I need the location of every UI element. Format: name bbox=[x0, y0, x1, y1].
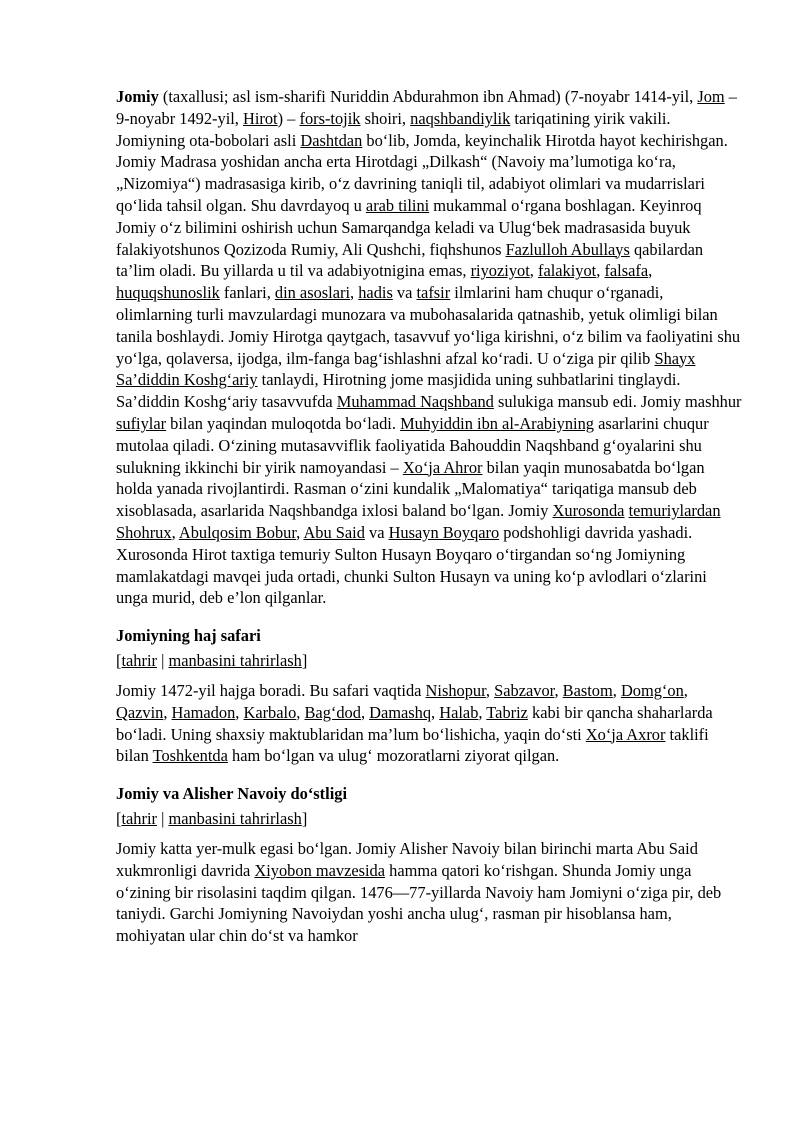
article-link[interactable]: Shayx Sa’diddin Koshg‘ariy bbox=[116, 348, 696, 390]
friendship-paragraph bbox=[116, 838, 742, 947]
text-run: – 9-noyabr 1492-yil, bbox=[116, 87, 737, 128]
intro-paragraph bbox=[116, 86, 742, 609]
article-link[interactable]: Dashtdan bbox=[300, 130, 363, 150]
article-link[interactable]: Sabzavor bbox=[494, 680, 555, 700]
article-link[interactable]: temuriylardan bbox=[628, 501, 721, 521]
article-link[interactable]: sufiylar bbox=[116, 413, 167, 433]
article-link[interactable]: riyoziyot bbox=[470, 261, 530, 281]
text-run: , bbox=[171, 522, 179, 542]
article-link[interactable]: falakiyot bbox=[537, 261, 597, 281]
article-link[interactable]: Abulqosim Bobur bbox=[178, 522, 297, 542]
section-heading-friendship: Jomiy va Alisher Navoiy do‘stligi bbox=[116, 784, 347, 804]
text-run: , bbox=[554, 680, 563, 700]
article-link[interactable]: Xo‘ja Ahror bbox=[402, 457, 483, 477]
text-run: , bbox=[485, 680, 495, 700]
text-run: fanlari, bbox=[219, 283, 275, 303]
edit-link[interactable]: tahrir bbox=[121, 651, 157, 671]
text-run: bilan yaqindan muloqotda bo‘ladi. bbox=[166, 413, 401, 433]
text-run: qabilardan ta’lim oladi. Bu yillarda u til va adabiyotnigina emas, bbox=[116, 239, 704, 281]
article bbox=[116, 86, 742, 963]
text-run: , bbox=[350, 283, 359, 303]
text-run: , bbox=[163, 702, 172, 722]
text-run: taklifi bilan bbox=[116, 724, 709, 766]
text-run: (taxallusi; asl ism-sharifi Nuriddin Abdurahmon ibn Ahmad) (7-noyabr 1414-yil, bbox=[158, 87, 698, 106]
article-title-term: Jomiy bbox=[116, 87, 159, 106]
edit-bracket-close: ] bbox=[301, 809, 308, 829]
article-link[interactable]: arab tilini bbox=[365, 195, 430, 215]
text-run: , bbox=[478, 702, 487, 722]
section-edit-links-hajj bbox=[116, 650, 742, 672]
article-link[interactable]: fors-tojik bbox=[299, 108, 361, 128]
article-link[interactable]: Hirot bbox=[243, 108, 278, 128]
edit-source-link[interactable]: manbasini tahrirlash bbox=[168, 651, 302, 671]
text-run: ham bo‘lgan va ulug‘ mozoratlarni ziyorat qilgan. bbox=[227, 746, 560, 766]
edit-bracket-close: ] bbox=[301, 651, 308, 671]
text-run: shoiri, bbox=[360, 108, 411, 128]
article-link[interactable]: Qazvin bbox=[116, 702, 164, 722]
text-run: mukammal o‘rgana boshlagan. Keyinroq Jomiy o‘z bilimini oshirish uchun Samarqandga keladi va Ulug‘bek madrasasida buyuk falakiyotshunos Qozizoda Rumiy, Ali Qushchi, fiqhshunos bbox=[116, 195, 702, 259]
edit-source-link[interactable]: manbasini tahrirlash bbox=[168, 809, 302, 829]
text-run: Jomiy katta yer-mulk egasi bo‘lgan. Jomiy Alisher Navoiy bilan birinchi marta Abu Said xukmronligi davrida bbox=[116, 838, 698, 880]
text-run: va bbox=[392, 283, 417, 303]
article-link[interactable]: Xo‘ja Axror bbox=[585, 724, 666, 744]
text-run: , bbox=[529, 261, 538, 281]
edit-link[interactable]: tahrir bbox=[121, 809, 157, 829]
text-run: ilmlarini ham chuqur o‘rganadi, olimlarning turli mavzulardagi munozara va mubohasalarida qatnashib, yetuk olimligi bilan tanila boshlaydi. Jomiy Hirotga qaytgach, tasavvuf yo‘liga kirishni, o‘z bilim va faoliyatini shu yo‘lga, qolaversa, ijodga, ilm-fanga bag‘ishlashni afzal ko‘radi. U o‘ziga pir qilib bbox=[116, 283, 741, 368]
text-run: asarlarini chuqur mutolaa qiladi. O‘zining mutasavviflik faoliyatida Bahouddin Naqshband g‘oyalarini shu sulukning ikkinchi bir yirik namoyandasi – bbox=[116, 413, 709, 477]
text-run: , bbox=[296, 522, 304, 542]
article-link[interactable]: Shohrux bbox=[116, 522, 172, 542]
text-run: tariqatining yirik vakili. Jomiyning ota-bobolari asli bbox=[116, 108, 671, 150]
text-run: tanlaydi, Hirotning jome masjidida uning suhbatlarini tinglaydi. Sa’diddin Koshg‘ariy tasavvufda bbox=[116, 370, 681, 412]
text-run: , bbox=[235, 702, 244, 722]
article-link[interactable]: Xiyobon mavzesida bbox=[254, 860, 386, 880]
article-link[interactable]: din asoslari bbox=[274, 283, 351, 303]
edit-separator: | bbox=[156, 809, 169, 829]
article-link[interactable]: Husayn Boyqaro bbox=[388, 522, 500, 542]
section-edit-links-friendship bbox=[116, 808, 742, 830]
text-run: , bbox=[296, 702, 305, 722]
edit-separator: | bbox=[156, 651, 169, 671]
text-run: ) – bbox=[277, 108, 300, 128]
article-link[interactable]: Domg‘on bbox=[620, 680, 684, 700]
section-heading-hajj: Jomiyning haj safari bbox=[116, 626, 261, 646]
text-run: bilan yaqin munosabatda bo‘lgan holda yanada rivojlantirdi. Rasman o‘zini kundalik „Malomatiya“ tariqatiga mansub deb xisoblasada, asarlarida Naqshbandga ixlosi baland bo‘lgan. Jomiy bbox=[116, 457, 705, 521]
article-link[interactable]: Abu Said bbox=[303, 522, 365, 542]
text-run: bo‘lib, Jomda, keyinchalik Hirotda hayot kechirishgan. Jomiy Madrasa yoshidan ancha erta Hirotdagi „Dilkash“ (Navoiy ma’lumotiga ko‘ra, „Nizomiya“) madrasasiga kirib, o‘z davrining taniqli til, adabiyot olimlari va mudarrislari qo‘lida tahsil olgan. Shu davrdayoq u bbox=[116, 130, 728, 215]
text-run: , bbox=[431, 702, 440, 722]
article-link[interactable]: Muhyiddin ibn al-Arabiyning bbox=[400, 413, 594, 433]
edit-bracket-open: [ bbox=[116, 651, 122, 671]
article-link[interactable]: hadis bbox=[358, 283, 393, 303]
article-link[interactable]: Jom bbox=[697, 87, 725, 106]
text-run: , bbox=[612, 680, 621, 700]
article-link[interactable]: Muhammad Naqshband bbox=[336, 392, 494, 412]
article-link[interactable]: tafsir bbox=[416, 283, 451, 303]
article-link[interactable]: naqshbandiylik bbox=[410, 108, 511, 128]
text-run: va bbox=[364, 522, 389, 542]
article-link[interactable]: huquqshunoslik bbox=[116, 283, 220, 303]
article-link[interactable]: Fazlulloh Abullays bbox=[505, 239, 630, 259]
text-run: , bbox=[596, 261, 605, 281]
article-link[interactable]: Toshkentda bbox=[152, 746, 228, 766]
article-link[interactable]: Halab bbox=[439, 702, 479, 722]
text-run: , bbox=[683, 680, 688, 700]
article-link[interactable]: falsafa bbox=[604, 261, 649, 281]
article-link[interactable]: Nishopur bbox=[425, 680, 486, 700]
text-run: hamma qatori ko‘rishgan. Shunda Jomiy unga o‘zining bir risolasini taqdim qilgan. 1476—77-yillarda Navoiy ham Jomiyni o‘ziga pir, deb taniydi. Garchi Jomiyning Navoiydan yoshi ancha ulug‘, rasman pir hisoblansa ham, mohiyatan ular chin do‘st va hamkor bbox=[116, 860, 722, 946]
article-link[interactable]: Bastom bbox=[562, 680, 613, 700]
text-run: , bbox=[360, 702, 370, 722]
edit-bracket-open: [ bbox=[116, 809, 122, 829]
text-run: kabi bir qancha shaharlarda bo‘ladi. Uning shaxsiy maktublaridan ma’lum bo‘lishicha, yaqin do‘sti bbox=[116, 702, 713, 744]
text-run: Jomiy 1472-yil hajga boradi. Bu safari vaqtida bbox=[116, 680, 426, 700]
article-link[interactable]: Xurosonda bbox=[552, 501, 625, 521]
article-link[interactable]: Karbalo bbox=[243, 702, 297, 722]
article-link[interactable]: Bag‘dod bbox=[304, 702, 361, 722]
article-link[interactable]: Tabriz bbox=[486, 702, 528, 722]
article-link[interactable]: Hamadon bbox=[171, 702, 236, 722]
text-run: , bbox=[648, 261, 653, 281]
text-run: sulukiga mansub edi. Jomiy mashhur bbox=[493, 392, 742, 412]
hajj-paragraph bbox=[116, 680, 742, 767]
text-run: podshohligi davrida yashadi. Xurosonda Hirot taxtiga temuriy Sulton Husayn Boyqaro o‘tirgandan so‘ng Jomiyning mamlakatdagi mavqei juda ortadi, chunki Sulton Husayn va uning ko‘p avlodlari o‘zlarini unga murid, deb e’lon qilganlar. bbox=[116, 522, 707, 608]
article-link[interactable]: Damashq bbox=[369, 702, 432, 722]
